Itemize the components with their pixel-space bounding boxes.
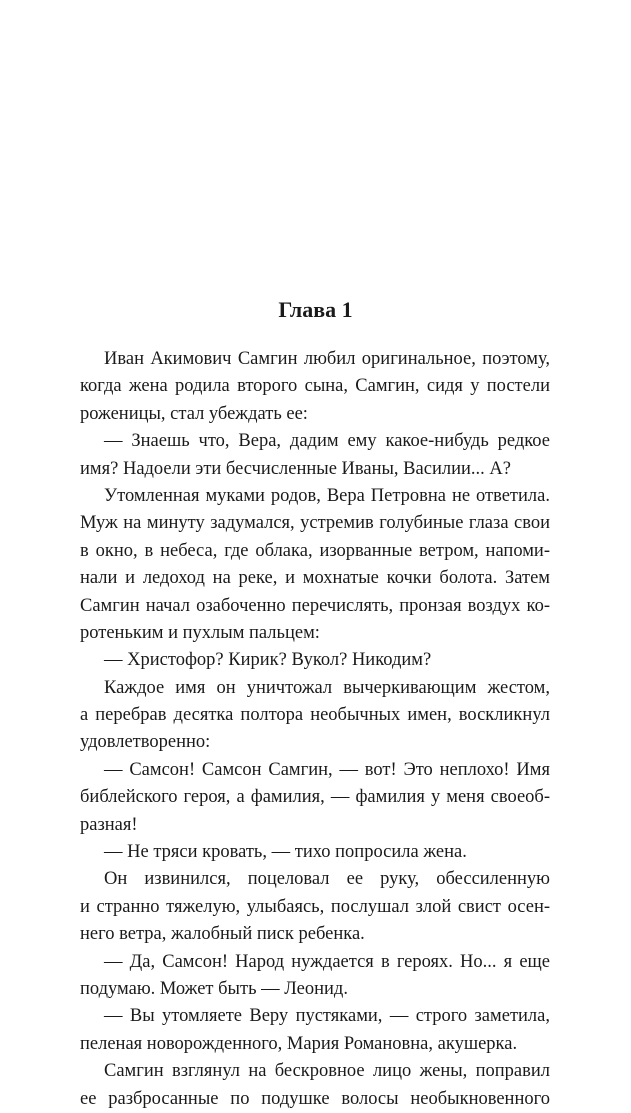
text-line: Самгин начал озабоченно перечислять, пронзая воздух ко- [80, 595, 550, 616]
text-line: роженицы, стал убеждать ее: [80, 403, 308, 424]
text-line: нали и ледоход на реке, и мохнатые кочки болота. Затем [80, 568, 550, 589]
text-line: Он извинился, поцеловал ее руку, обессиленную [104, 869, 550, 890]
text-line: когда жена родила второго сына, Самгин, сидя у постели [80, 376, 550, 397]
text-line: — Вы утомляете Веру пустяками, — строго заметила, [104, 1006, 550, 1027]
text-line: и странно тяжелую, улыбаясь, послушал злой свист осен- [80, 896, 550, 917]
text-line: удовлетворенно: [80, 732, 211, 753]
text-line: в окно, в небеса, где облака, изорванные ветром, напоми- [80, 540, 550, 561]
text-line: пеленая новорожденного, Мария Романовна, акушерка. [80, 1033, 518, 1054]
text-line: — Знаешь что, Вера, дадим ему какое-нибудь редкое [104, 431, 550, 452]
text-line: имя? Надоели эти бесчисленные Иваны, Василии... А? [80, 458, 511, 479]
text-line: Каждое имя он уничтожал вычеркивающим жестом, [104, 677, 550, 698]
text-line: библейского героя, а фамилия, — фамилия у меня своеоб- [80, 787, 550, 808]
text-line: Муж на минуту задумался, устремив голубиные глаза свои [80, 513, 550, 534]
text-line: разная! [80, 814, 138, 835]
text-line: — Да, Самсон! Народ нуждается в героях. Но... я еще [104, 951, 550, 972]
text-line: Утомленная муками родов, Вера Петровна не ответила. [104, 485, 550, 506]
text-line: — Самсон! Самсон Самгин, — вот! Это неплохо! Имя [104, 759, 550, 780]
text-line: Самгин взглянул на бескровное лицо жены, поправил [104, 1061, 550, 1082]
body-text [80, 346, 550, 1113]
text-line: — Христофор? Кирик? Вукол? Никодим? [104, 650, 432, 671]
text-line: ротеньким и пухлым пальцем: [80, 622, 320, 643]
text-line: подумаю. Может быть — Леонид. [80, 978, 348, 999]
text-line: ее разбросанные по подушке волосы необыкновенного [80, 1088, 550, 1109]
text-line: Иван Акимович Самгин любил оригинальное, поэтому, [104, 349, 550, 369]
text-line: него ветра, жалобный писк ребенка. [80, 924, 365, 945]
chapter-title: Глава 1 [278, 297, 353, 322]
text-line: а перебрав десятка полтора необычных имен, воскликнул [80, 705, 550, 726]
text-line: — Не тряси кровать, — тихо попросила жена. [104, 842, 467, 863]
